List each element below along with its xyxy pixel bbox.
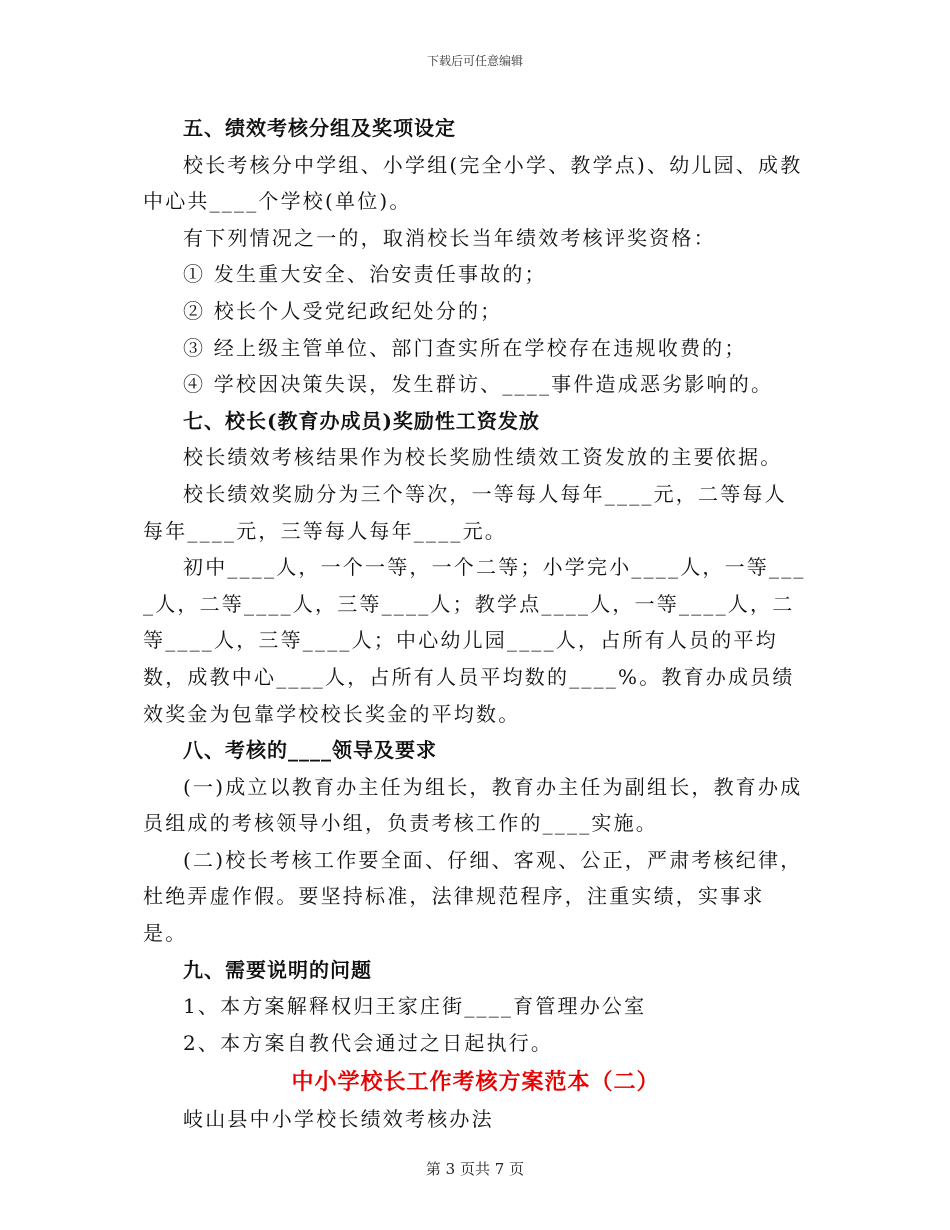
section-heading-7: 七、校长(教育办成员)奖励性工资发放 <box>183 408 540 433</box>
page-footer: 第 3 页共 7 页 <box>425 1160 525 1178</box>
paragraph: (一)成立以教育办主任为组长，教育办主任为副组长，教育办成员组成的考核领导小组，负责考核工作的____实施。 <box>143 774 803 836</box>
list-item: ③ 经上级主管单位、部门查实所在学校存在违规收费的； <box>183 335 747 360</box>
document-body <box>143 110 808 1138</box>
paragraph: 有下列情况之一的，取消校长当年绩效考核评奖资格： <box>183 225 716 250</box>
section-heading-9: 九、需要说明的问题 <box>183 957 372 982</box>
list-item: ② 校长个人受党纪政纪处分的； <box>183 298 503 323</box>
paragraph: 初中____人，一个一等，一个二等；小学完小____人，一等____人，二等____人，三等____人；教学点____人，一等____人，二等____人，三等____人；中心幼儿园____人，占所有人员的平均数，成教中心____人，占所有人员平均数的____%。教育办成员绩效奖金为包靠学校校长奖金的平均数。 <box>143 555 806 726</box>
paragraph: (二)校长考核工作要全面、仔细、客观、公正，严肃考核纪律，杜绝弄虚作假。要坚持标准，法律规范程序，注重实绩，实事求是。 <box>143 847 803 946</box>
paragraph: 校长考核分中学组、小学组(完全小学、教学点)、幼儿园、成教中心共____个学校(单位)。 <box>143 152 803 214</box>
paragraph: 校长绩效奖励分为三个等次，一等每人每年____元，二等每人每年____元，三等每人每年____元。 <box>143 481 787 543</box>
list-item: ④ 学校因决策失误，发生群访、____事件造成恶劣影响的。 <box>183 372 774 397</box>
list-item: 1、本方案解释权归王家庄街____育管理办公室 <box>183 994 647 1019</box>
section-heading-8: 八、考核的____领导及要求 <box>183 738 437 763</box>
paragraph: 校长绩效考核结果作为校长奖励性绩效工资发放的主要依据。 <box>183 445 783 470</box>
document-title: 中小学校长工作考核方案范本（二） <box>291 1069 660 1096</box>
page-header: 下载后可任意编辑 <box>426 54 523 68</box>
paragraph: 岐山县中小学校长绩效考核办法 <box>183 1107 494 1132</box>
list-item: ① 发生重大安全、治安责任事故的； <box>183 262 547 287</box>
list-item: 2、本方案自教代会通过之日起执行。 <box>183 1030 554 1055</box>
section-heading-5: 五、绩效考核分组及奖项设定 <box>183 116 456 140</box>
